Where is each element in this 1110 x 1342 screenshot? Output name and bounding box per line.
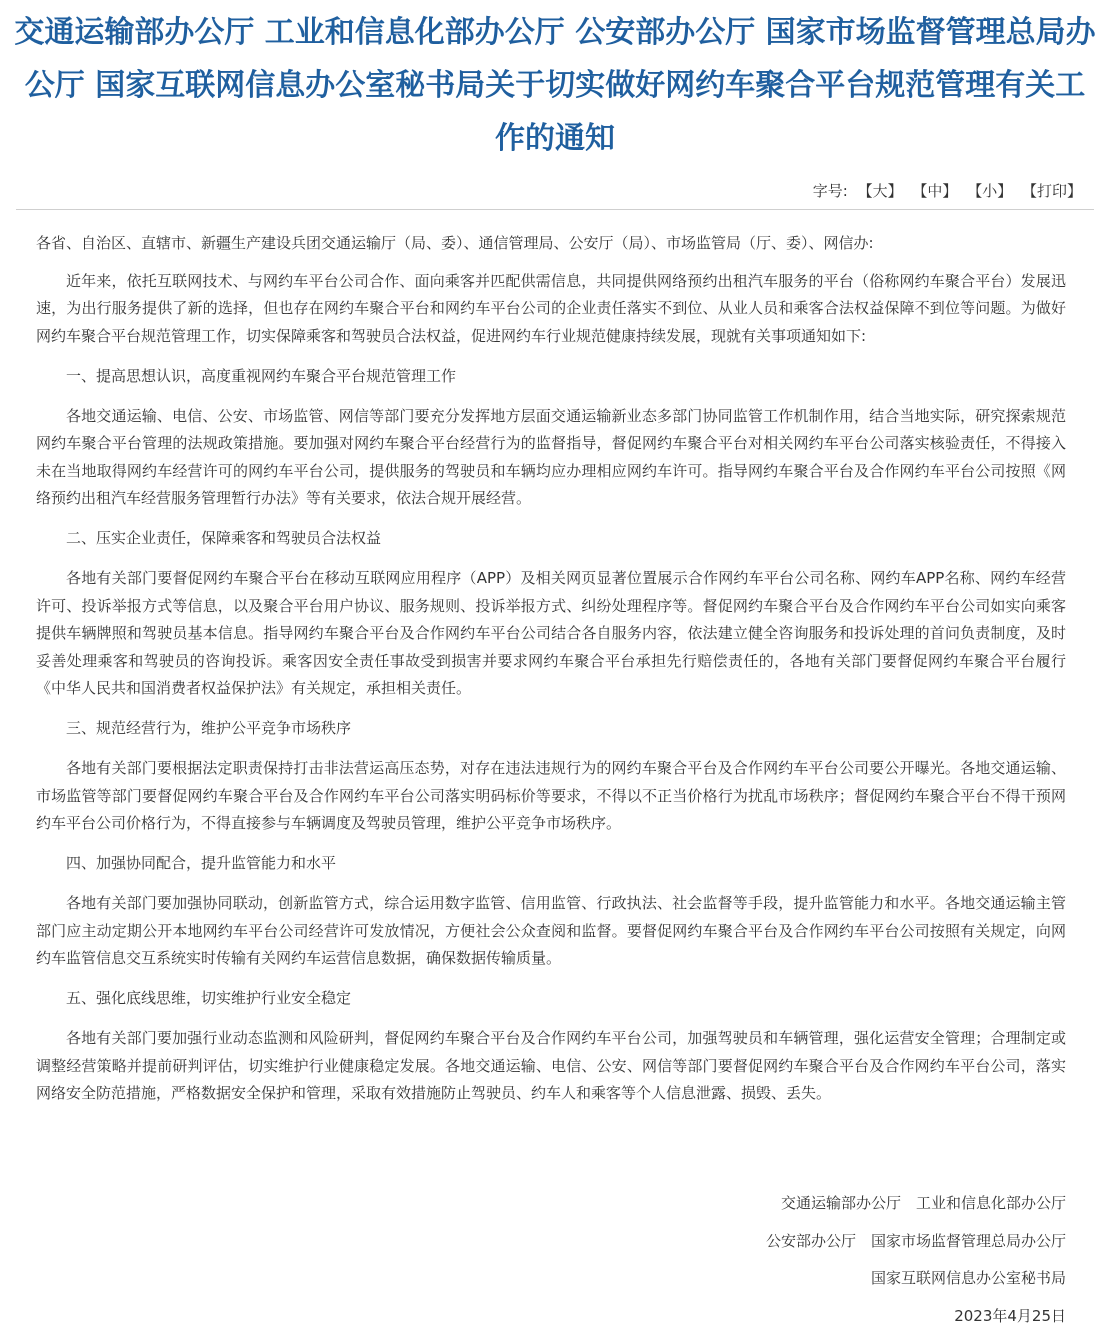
font-size-large-link[interactable]: 【大】: [857, 182, 903, 200]
signatory-line: 国家互联网信息办公室秘书局: [870, 1269, 1066, 1287]
section-heading: 二、压实企业责任，保障乘客和驾驶员合法权益: [66, 529, 382, 547]
section-body: 各地有关部门要督促网约车聚合平台在移动互联网应用程序（APP）及相关网页显著位置展示合作网约车平台公司名称、网约车APP名称、网约车经营许可、投诉举报方式等信息，以及聚合平台用户协议、服务规则、投诉举报方式、纠纷处理程序等。督促网约车聚合平台及合作网约车平台公司如实向乘客提供车辆牌照和驾驶员基本信息。指导网约车聚合平台及合作网约车平台公司结合各自服务内容，依法建立健全咨询服务和投诉处理的首问负责制度，及时妥善处理乘客和驾驶员的咨询投诉。乘客因安全责任事故受到损害并要求网约车聚合平台承担先行赔偿责任的，各地有关部门要督促网约车聚合平台履行《中华人民共和国消费者权益保护法》有关规定，承担相关责任。: [36, 569, 1066, 697]
font-size-medium-link[interactable]: 【中】: [912, 182, 958, 200]
signature-block: [766, 1190, 1066, 1340]
section-heading: 三、规范经营行为，维护公平竞争市场秩序: [66, 719, 352, 737]
section-heading: 五、强化底线思维，切实维护行业安全稳定: [66, 989, 352, 1007]
section-body: 各地有关部门要根据法定职责保持打击非法营运高压态势，对存在违法违规行为的网约车聚合平台及合作网约车平台公司要公开曝光。各地交通运输、市场监管等部门要督促网约车聚合平台及合作网约车平台公司落实明码标价等要求，不得以不正当价格行为扰乱市场秩序；督促网约车聚合平台不得干预网约车平台公司价格行为，不得直接参与车辆调度及驾驶员管理，维护公平竞争市场秩序。: [36, 759, 1066, 832]
section-body: 各地交通运输、电信、公安、市场监管、网信等部门要充分发挥地方层面交通运输新业态多部门协同监管工作机制作用，结合当地实际，研究探索规范网约车聚合平台管理的法规政策措施。要加强对网约车聚合平台经营行为的监督指导，督促网约车聚合平台对相关网约车平台公司落实核验责任，不得接入未在当地取得网约车经营许可的网约车平台公司，提供服务的驾驶员和车辆均应办理相应网约车许可。指导网约车聚合平台及合作网约车平台公司按照《网络预约出租汽车经营服务管理暂行办法》等有关要求，依法合规开展经营。: [36, 406, 1066, 507]
print-link[interactable]: 【打印】: [1021, 182, 1082, 200]
page-title: 交通运输部办公厅 工业和信息化部办公厅 公安部办公厅 国家市场监督管理总局办公厅 国家互联网信息办公室秘书局关于切实做好网约车聚合平台规范管理有关工作的通知: [14, 15, 1096, 156]
font-size-small-link[interactable]: 【小】: [967, 182, 1013, 200]
font-size-toolbar: [813, 180, 1082, 202]
section-heading: 四、加强协同配合，提升监管能力和水平: [66, 854, 337, 872]
section-body: 各地有关部门要加强行业动态监测和风险研判，督促网约车聚合平台及合作网约车平台公司，加强驾驶员和车辆管理，强化运营安全管理；合理制定或调整经营策略并提前研判评估，切实维护行业健康稳定发展。各地交通运输、电信、公安、网信等部门要督促网约车聚合平台及合作网约车平台公司，落实网络安全防范措施，严格数据安全保护和管理，采取有效措施防止驾驶员、约车人和乘客等个人信息泄露、损毁、丢失。: [36, 1029, 1066, 1102]
section-heading: 一、提高思想认识，高度重视网约车聚合平台规范管理工作: [66, 366, 457, 385]
salutation: 各省、自治区、直辖市、新疆生产建设兵团交通运输厅（局、委）、通信管理局、公安厅（局）、市场监管局（厅、委）、网信办:: [36, 234, 874, 252]
article-body: [36, 230, 1066, 1120]
issue-date: 2023年4月25日: [954, 1306, 1066, 1325]
title-divider: [16, 209, 1094, 210]
font-size-label: 字号:: [812, 182, 848, 200]
intro-paragraph: 近年来，依托互联网技术、与网约车平台公司合作、面向乘客并匹配供需信息，共同提供网络预约出租汽车服务的平台（俗称网约车聚合平台）发展迅速，为出行服务提供了新的选择，但也存在网约车聚合平台和网约车平台公司的企业责任落实不到位、从业人员和乘客合法权益保障不到位等问题。为做好网约车聚合平台规范管理工作，切实保障乘客和驾驶员合法权益，促进网约车行业规范健康持续发展，现就有关事项通知如下:: [36, 271, 1066, 345]
section-body: 各地有关部门要加强协同联动，创新监管方式，综合运用数字监管、信用监管、行政执法、社会监督等手段，提升监管能力和水平。各地交通运输主管部门应主动定期公开本地网约车平台公司经营许可发放情况，方便社会公众查阅和监督。要督促网约车聚合平台及合作网约车平台公司按照有关规定，向网约车监管信息交互系统实时传输有关网约车运营信息数据，确保数据传输质量。: [36, 894, 1066, 967]
signatory-line: 交通运输部办公厅 工业和信息化部办公厅: [780, 1194, 1066, 1212]
signatory-line: 公安部办公厅 国家市场监督管理总局办公厅: [765, 1231, 1066, 1250]
